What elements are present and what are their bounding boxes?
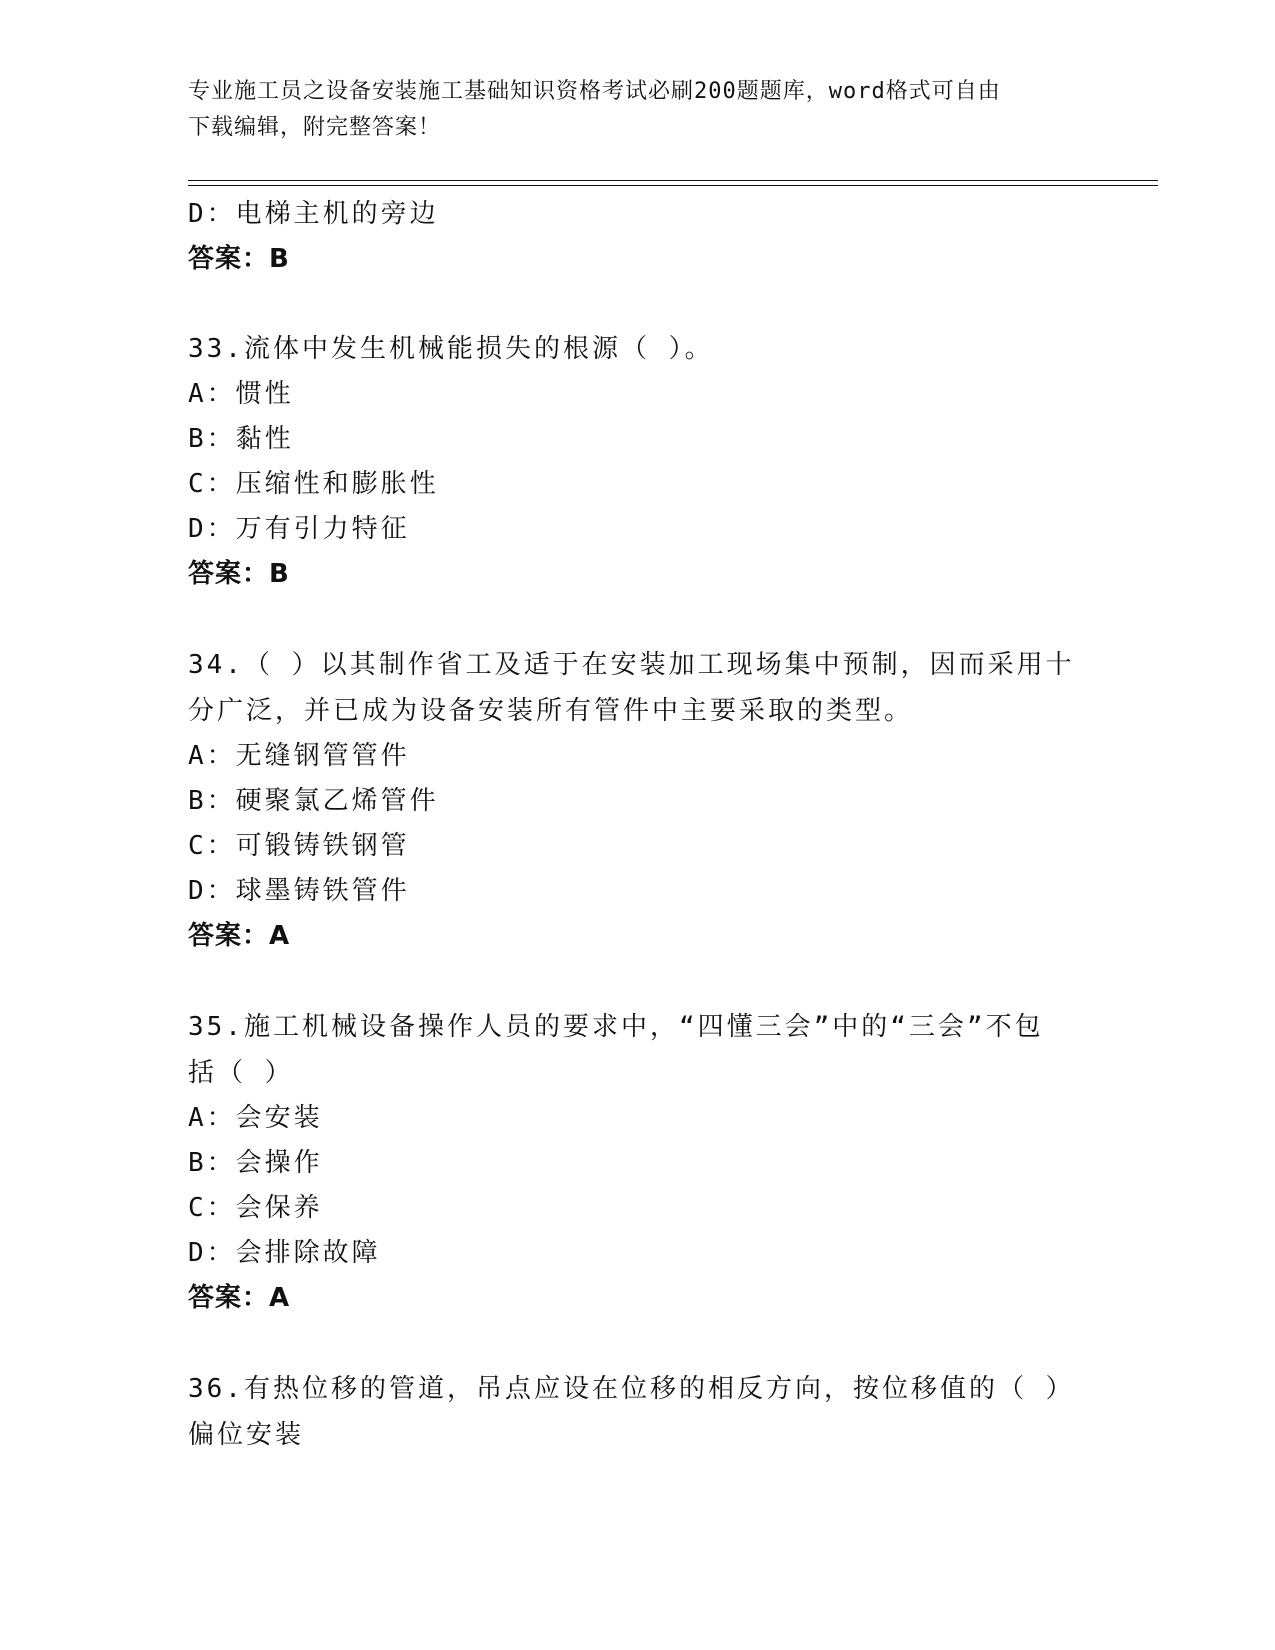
header-rule-bottom	[188, 185, 1158, 186]
question-33-option-d: D：万有引力特征	[188, 514, 410, 544]
question-33	[188, 327, 1088, 597]
question-34-stem-line-1: 34.（ ）以其制作省工及适于在安装加工现场集中预制，因而采用十	[188, 650, 1075, 680]
question-35-option-a: A：会安装	[188, 1103, 323, 1133]
question-34-answer: 答案：A	[188, 921, 291, 951]
question-35-option-b: B：会操作	[188, 1148, 323, 1178]
question-36-stem-line-1: 36.有热位移的管道，吊点应设在位移的相反方向，按位移值的（ ）	[188, 1374, 1075, 1404]
question-34	[188, 642, 1088, 959]
question-34-option-c: C：可锻铸铁钢管	[188, 831, 410, 861]
header-line-2: 下载编辑，附完整答案！	[188, 115, 442, 140]
question-33-answer: 答案：B	[188, 559, 290, 589]
spacer	[188, 282, 1088, 327]
question-33-option-b: B：黏性	[188, 424, 294, 454]
header-line-1: 专业施工员之设备安装施工基础知识资格考试必刷200题题库，word格式可自由	[188, 79, 1001, 104]
question-34-option-a: A：无缝钢管管件	[188, 741, 410, 771]
question-35-option-d: D：会排除故障	[188, 1238, 381, 1268]
question-content	[188, 192, 1088, 1458]
question-33-stem: 33.流体中发生机械能损失的根源（ ）。	[188, 334, 714, 364]
question-33-option-a: A：惯性	[188, 379, 294, 409]
question-35-answer: 答案：A	[188, 1283, 291, 1313]
prev-option-d: D：电梯主机的旁边	[188, 199, 439, 229]
header-rule-top	[188, 180, 1158, 181]
question-35-stem-line-2: 括（ ）	[188, 1058, 294, 1088]
question-34-option-d: D：球墨铸铁管件	[188, 876, 410, 906]
question-35-stem-line-1: 35.施工机械设备操作人员的要求中，“四懂三会”中的“三会”不包	[188, 1012, 1044, 1042]
question-36	[188, 1366, 1088, 1458]
spacer	[188, 1321, 1088, 1366]
question-34-stem-line-2: 分广泛，并已成为设备安装所有管件中主要采取的类型。	[188, 696, 914, 726]
prev-answer: 答案：B	[188, 244, 290, 274]
spacer	[188, 959, 1088, 1004]
question-34-option-b: B：硬聚氯乙烯管件	[188, 786, 439, 816]
question-35-option-c: C：会保养	[188, 1193, 323, 1223]
question-36-stem-line-2: 偏位安装	[188, 1420, 305, 1450]
document-header	[188, 74, 1088, 146]
question-33-option-c: C：压缩性和膨胀性	[188, 469, 439, 499]
spacer	[188, 597, 1088, 642]
question-35	[188, 1004, 1088, 1321]
